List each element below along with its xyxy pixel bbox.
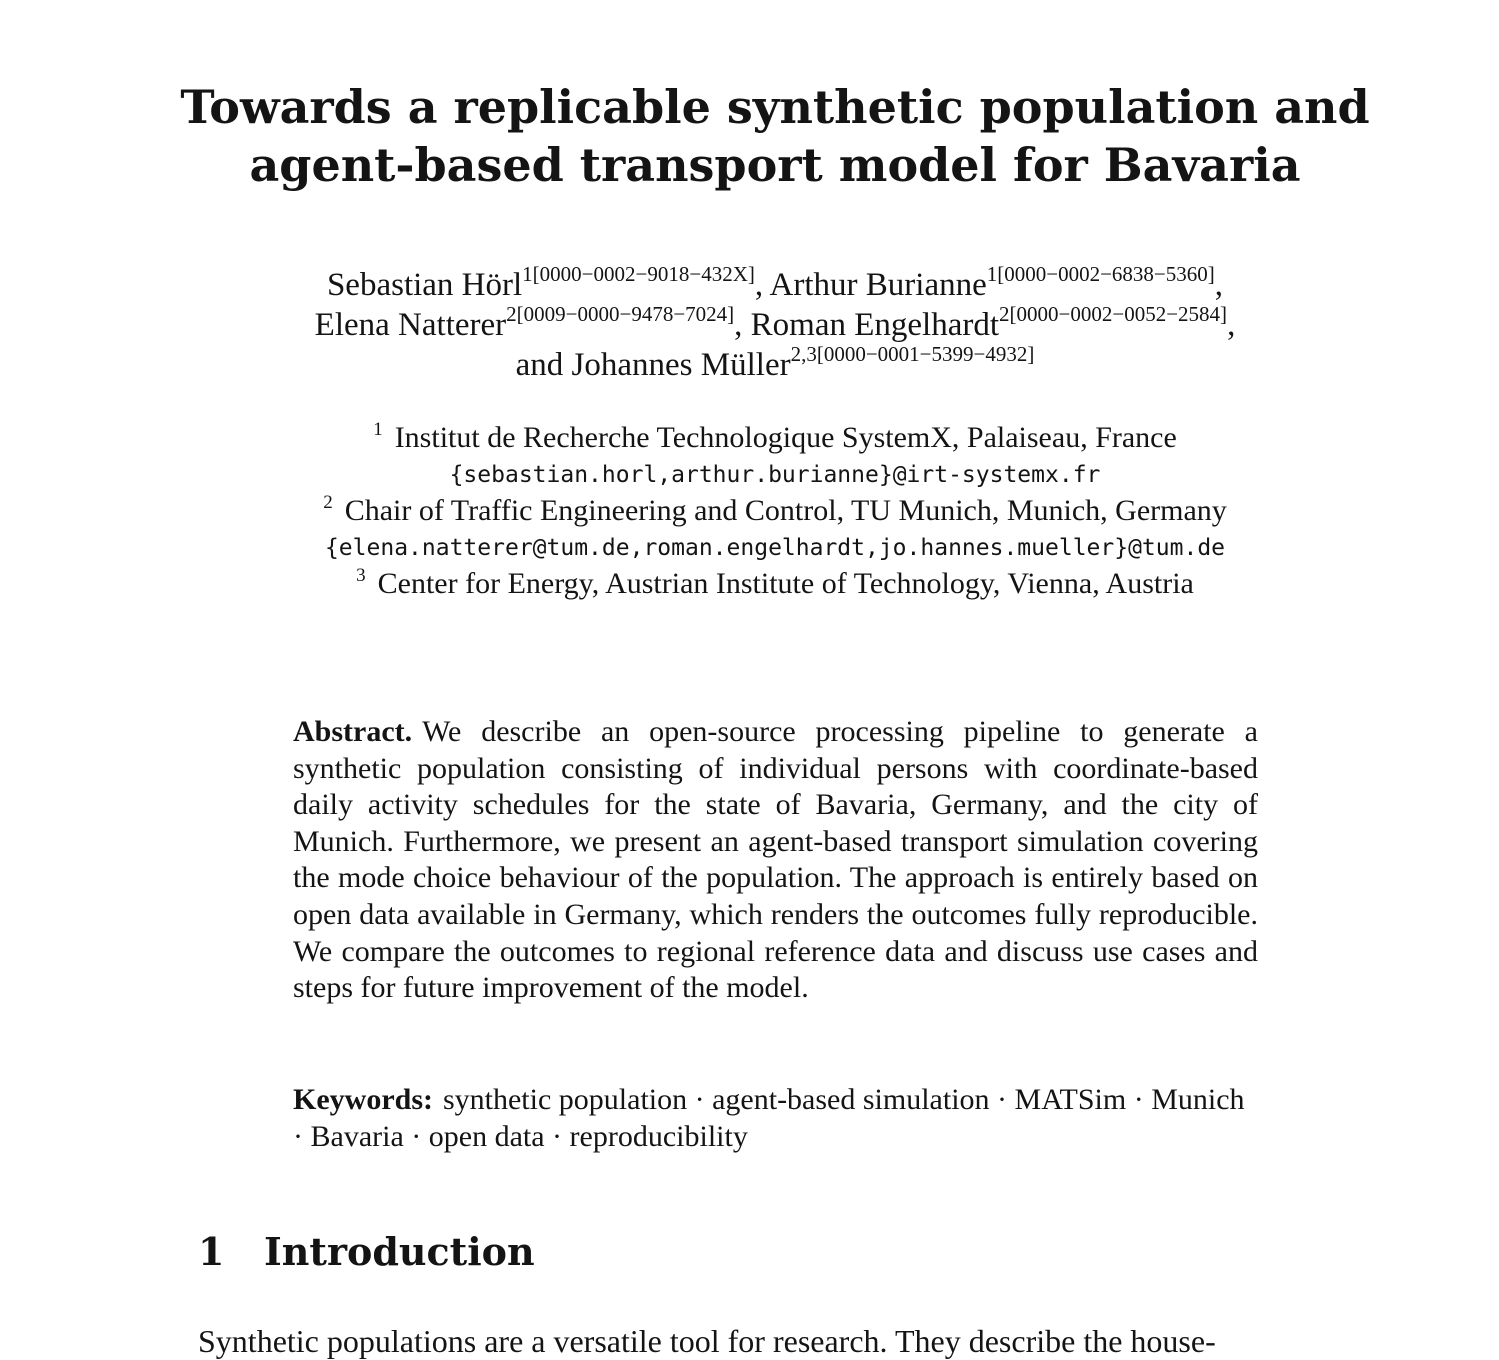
abstract-text: We describe an open-source processing pipeline to generate a synthetic population consisting of individual persons with coordinate-based daily activity schedules for the state of Bavaria, Germany, and the city of Munich. Furthermore, we present an agent-based transport simulation covering the mode choice behaviour of the population. The approach is entirely based on open data available in Germany, which renders the outcomes fully reproducible. We compare the outcomes to regional reference data and discuss use cases and steps for future improvement of the model.: [293, 715, 1258, 1005]
author-affiliation: 2: [506, 302, 517, 326]
author-orcid: [0000−0001−5399−4932]: [816, 342, 1035, 366]
author-affiliation: 1: [986, 262, 998, 286]
author-list: [150, 262, 1400, 385]
title-line-1: Towards a replicable synthetic population and: [180, 80, 1370, 134]
section-title: Introduction: [264, 1229, 535, 1274]
section-heading-introduction: [198, 1228, 535, 1276]
paper-title: [150, 78, 1400, 194]
keywords-label: Keywords:: [293, 1083, 433, 1116]
author-name: Elena Natterer: [314, 307, 507, 343]
section-number: 1: [198, 1229, 225, 1274]
affiliation-3: $^3$ Center for Energy, Austrian Institute of Technology, Vienna, Austria: [356, 565, 1194, 600]
abstract-label: Abstract.: [293, 715, 413, 748]
author-line-3: and Johannes Müller$^{2,3[0000-0001-5399-4932]}$: [515, 342, 1035, 383]
affiliation-1: $^1$ Institut de Recherche Technologique SystemX, Palaiseau, France: [373, 419, 1177, 454]
author-affiliation: 2: [999, 302, 1010, 326]
author-orcid: [0000−0002−6838−5360]: [997, 262, 1215, 286]
affiliation-1-email[interactable]: {sebastian.horl,arthur.burianne}@irt-systemx.fr: [449, 461, 1101, 488]
affiliation-list: [150, 420, 1400, 603]
author-name: Roman Engelhardt: [750, 307, 1000, 343]
author-name: Arthur Burianne: [769, 267, 987, 303]
title-line-2: agent-based transport model for Bavaria: [249, 138, 1301, 192]
author-orcid: [0009−0000−9478−7024]: [516, 302, 735, 326]
author-orcid: [0000−0002−0052−2584]: [1009, 302, 1228, 326]
intro-paragraph: Synthetic populations are a versatile tool for research. They describe the house-: [198, 1323, 1216, 1359]
author-name: Sebastian Hörl: [326, 267, 523, 303]
author-affiliation: 1: [522, 262, 533, 286]
abstract: [293, 714, 1258, 1007]
author-orcid: [0000−0002−9018−432X]: [532, 262, 755, 286]
author-line-1: Sebastian Hörl$^{1[0000-0002-9018-432X]}$, Arthur Burianne$^{1[0000-0002-6838-5360]}$,: [326, 262, 1224, 303]
author-name: Johannes Müller: [571, 347, 791, 383]
affiliation-2-email[interactable]: {elena.natterer@tum.de,roman.engelhardt,jo.hannes.mueller}@tum.de: [324, 534, 1226, 561]
author-line-2: Elena Natterer$^{2[0009-0000-9478-7024]}$, Roman Engelhardt$^{2[0000-0002-0052-2584]}$,: [314, 302, 1236, 343]
affiliation-2: $^2$ Chair of Traffic Engineering and Control, TU Munich, Munich, Germany: [323, 492, 1227, 527]
keywords-text: synthetic population · agent-based simulation · MATSim · Munich · Bavaria · open data · reproducibility: [293, 1083, 1245, 1153]
author-affiliation: 2,3: [790, 342, 817, 366]
keywords: [293, 1082, 1258, 1155]
